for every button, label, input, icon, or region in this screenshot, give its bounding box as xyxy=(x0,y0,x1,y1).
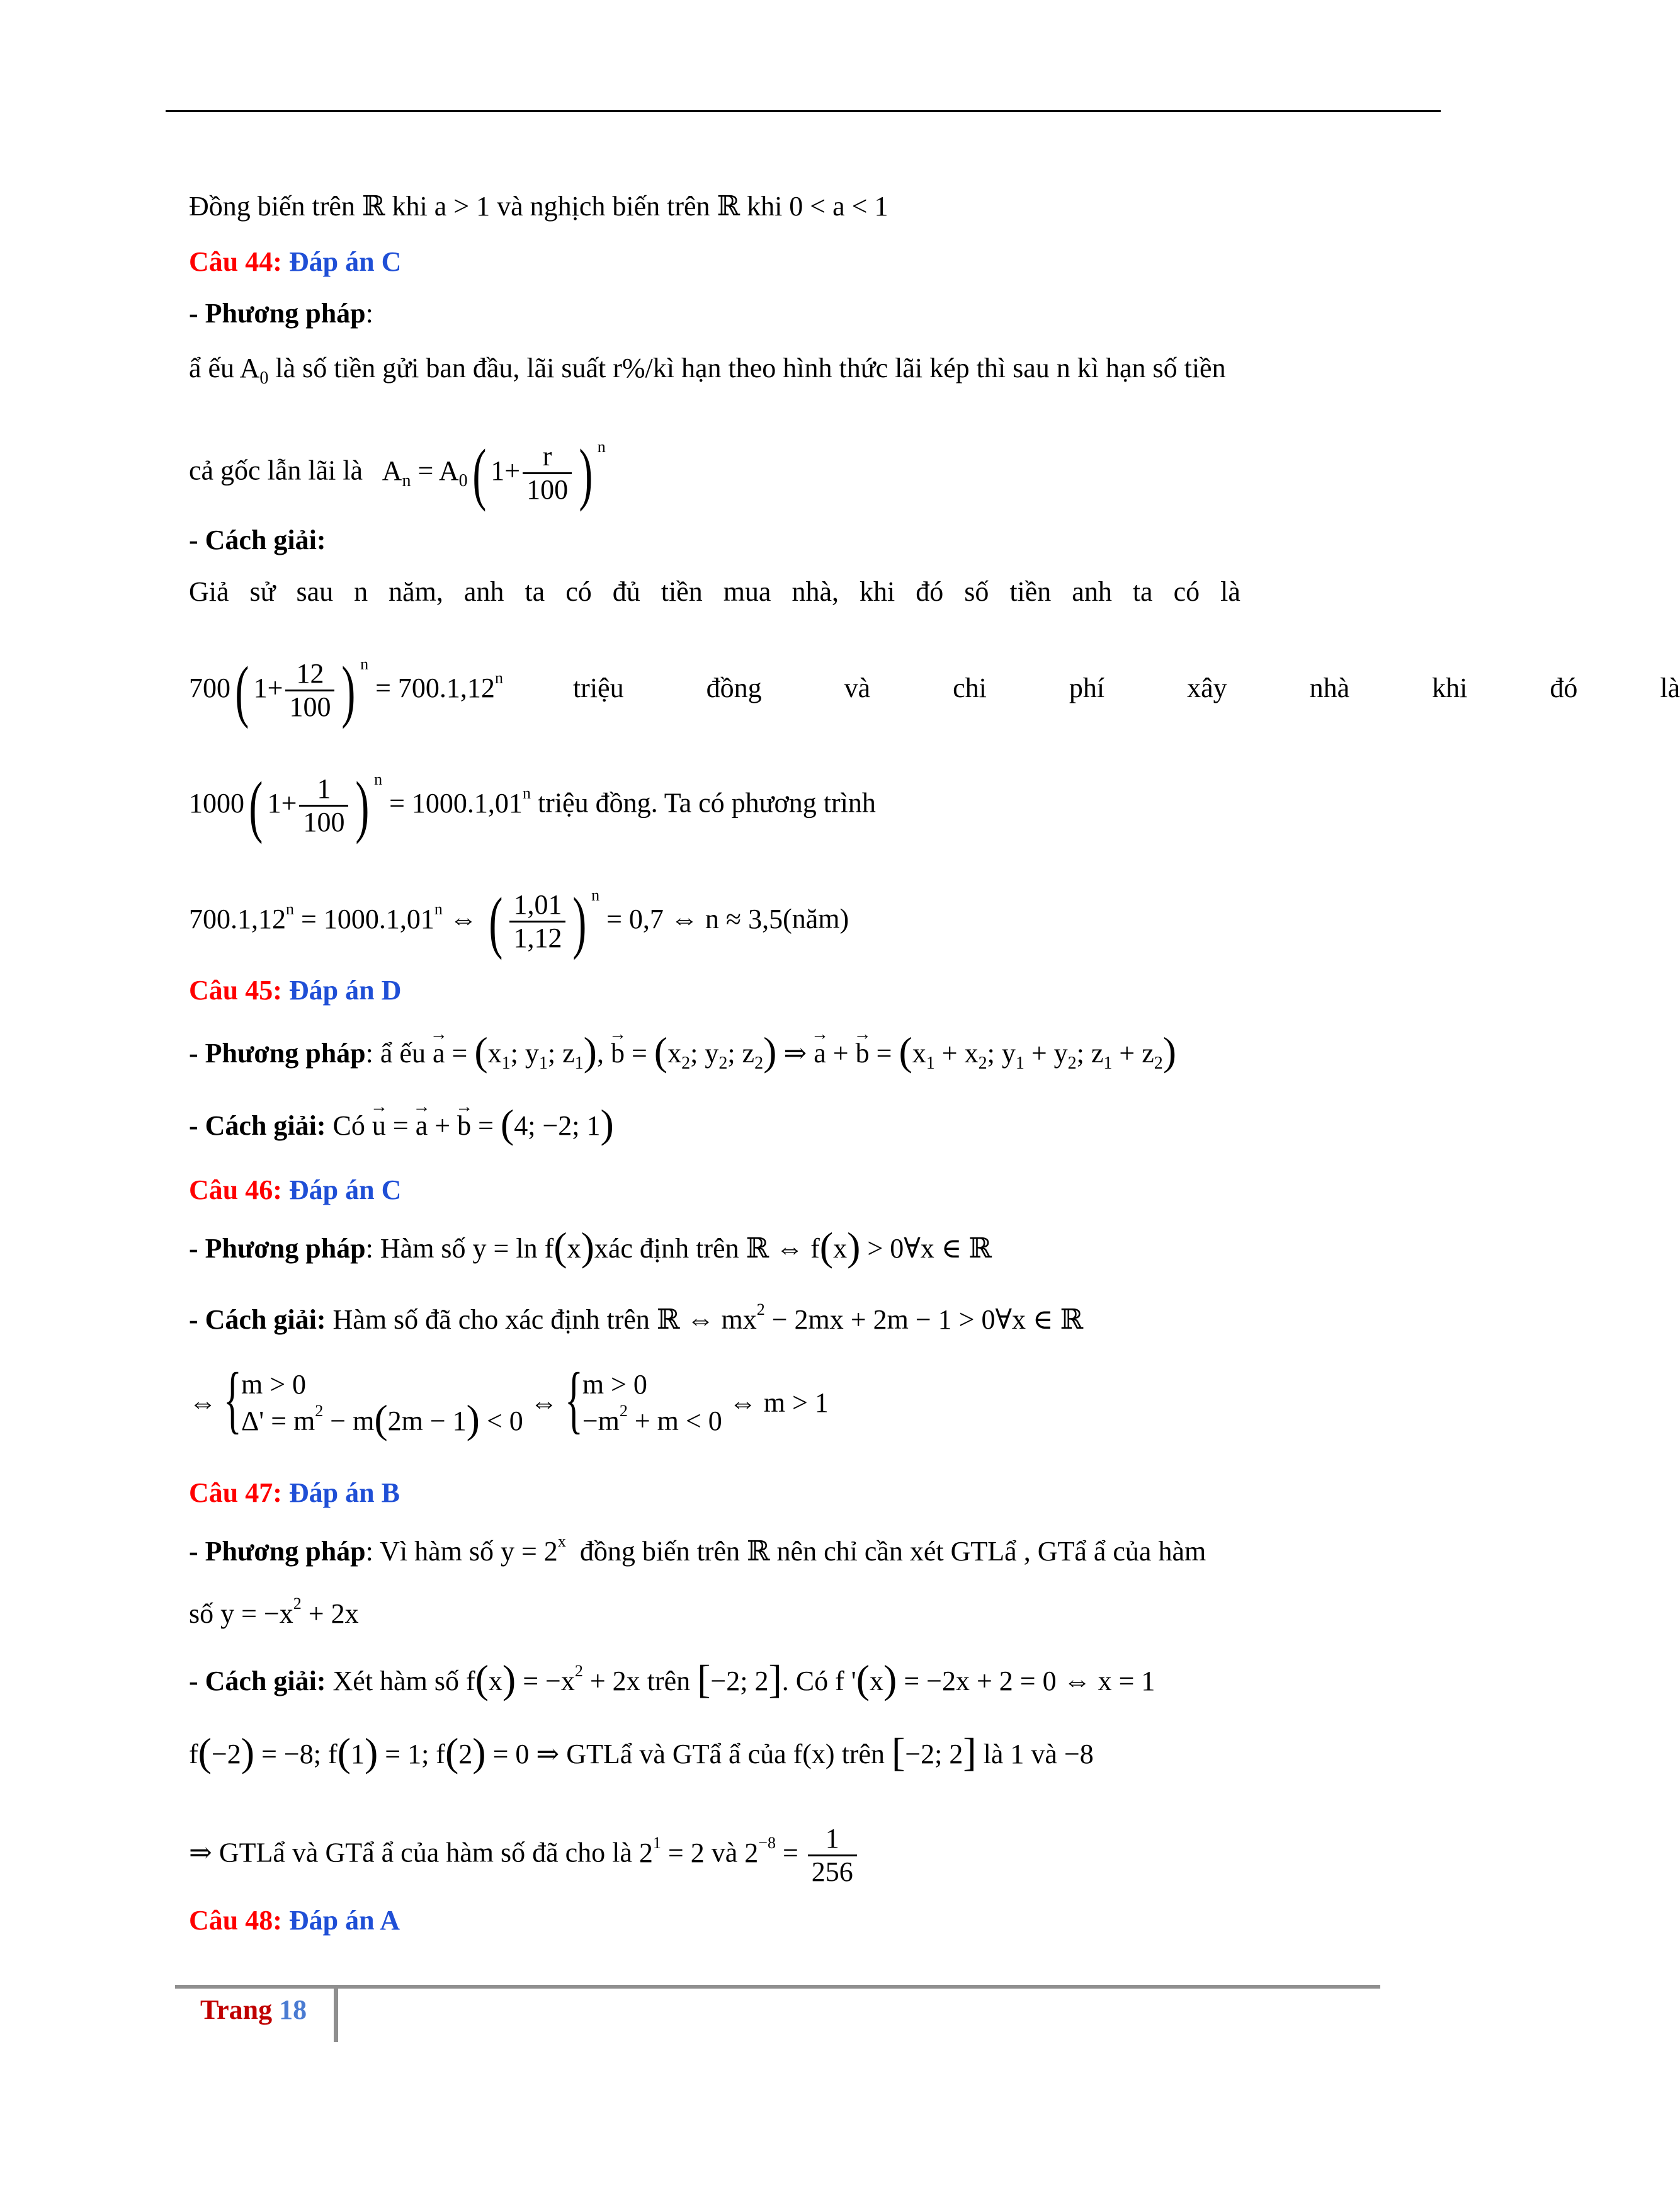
equation-solution: $700.1,12^n = 1000.1,01^n$ ⇔ ( $\frac{1,01}{1,12}$ ) $^n$ = 0,7 ⇔ n ≈ 3,5 xyxy=(189,883,783,960)
q46-system: ⇔ { m > 0 $\Delta' = m^2 - m(2m - 1) < 0$ ⇔ { m > 0 $-m^2 + m < 0$ ⇔ m > 1 xyxy=(189,1357,829,1441)
q44-method-label: - Phương pháp: xyxy=(189,298,373,329)
q47-answer: Đáp án B xyxy=(288,1477,400,1508)
intro-line: Đồng biến trên ℝ khi a > 1 và nghịch biến trên ℝ khi 0 < a < 1 xyxy=(189,191,888,222)
q47-number: Câu 47: xyxy=(189,1477,282,1508)
q46-solution: - Cách giải: Hàm số đã cho xác định trên ℝ ⇔ $mx^2 - 2mx + 2m - 1$ > 0∀x ∈ ℝ xyxy=(189,1300,1084,1335)
footer-rule xyxy=(175,1985,1380,1989)
q47-solution-line3: ⇒ GTLẩ và GTẩ ẩ của hàm số đã cho là $2^1 = 2$ và $2^{-8}$ = $\frac{1}{256}$ xyxy=(189,1823,860,1888)
q48-heading xyxy=(189,1903,400,1938)
q47-method-line2: số $y = -x^2 + 2x$ xyxy=(189,1594,359,1629)
q46-system-1: { m > 0 $\Delta' = m^2 - m(2m - 1) < 0$ xyxy=(224,1357,523,1441)
q44-formula-line: cả gốc lẫn lãi là $A_n = A_0$( 1+ $\frac{r}{100}$ ) $^n$ xyxy=(189,434,606,512)
q48-answer: Đáp án A xyxy=(288,1905,400,1936)
q46-method: - Phương pháp: Hàm số y = ln f(x)xác định trên ℝ ⇔ f(x) > 0∀x ∈ ℝ xyxy=(189,1224,992,1269)
cost-formula: 1000( 1+ $\frac{1}{100}$ ) $^n = 1000.1,01^n$ xyxy=(189,767,531,844)
page-number: 18 xyxy=(279,1994,307,2025)
q44-solution-line2: 700( 1+ $\frac{12}{100}$ ) $^n = 700.1,12^n$ triệu đồng và chi phí xây nhà khi đó là xyxy=(189,652,1680,729)
page-footer xyxy=(200,1994,307,2026)
q44-solution-label: - Cách giải: xyxy=(189,525,326,555)
vector-sum-formula: → $a = (x_1$; $y_1$; $z_1$), → $b = (x_2$; $y_2$; $z_2$) ⇒ → a + → $b = (x_1 + x_2$; $y_1 + y_2$; $z_1 + z_2$) xyxy=(433,1038,1176,1069)
q44-answer: Đáp án C xyxy=(288,246,402,277)
q45-answer: Đáp án D xyxy=(288,975,402,1006)
q47-solution-line2: f(−2) = −8; f(1) = 1; f(2) = 0 ⇒ GTLẩ và GTẩ ẩ của f(x) trên [−2; 2] là 1 và −8 xyxy=(189,1730,1094,1775)
q46-answer: Đáp án C xyxy=(288,1174,402,1205)
q44-number: Câu 44: xyxy=(189,246,282,277)
q46-system-2: { m > 0 $-m^2 + m < 0$ xyxy=(564,1357,722,1441)
q48-number: Câu 48: xyxy=(189,1905,282,1936)
q45-heading xyxy=(189,973,401,1008)
q45-method: - Phương pháp: ẩ ếu → $a = (x_1$; $y_1$; $z_1$), → $b = (x_2$; $y_2$; $z_2$) ⇒ → a + → $b = (x_1 + x_2$; $y_1 + y_2$; $z_1 + z_2$) xyxy=(189,1036,1176,1071)
vector-u-result: → u = → a + → b = (4; −2; 1) xyxy=(372,1110,614,1141)
q44-solution-line3: 1000( 1+ $\frac{1}{100}$ ) $^n = 1000.1,01^n$ triệu đồng. Ta có phương trình xyxy=(189,767,876,844)
header-rule xyxy=(166,110,1441,112)
q44-solution-line4: $700.1,12^n = 1000.1,01^n$ ⇔ ( $\frac{1,01}{1,12}$ ) $^n$ = 0,7 ⇔ n ≈ 3,5(năm) xyxy=(189,883,849,960)
q47-method-line1: - Phương pháp: Vì hàm số $y = 2^x$ đồng biến trên ℝ nên chỉ cần xét GTLẩ , GTẩ ẩ của hàm xyxy=(189,1532,1206,1567)
savings-formula: 700( 1+ $\frac{12}{100}$ ) $^n = 700.1,12^n$ xyxy=(189,652,503,729)
footer-divider xyxy=(334,1987,338,2042)
q46-number: Câu 46: xyxy=(189,1174,282,1205)
q46-heading xyxy=(189,1173,401,1208)
q44-solution-line1: Giả sử sau n năm, anh ta có đủ tiền mua nhà, khi đó số tiền anh ta có là xyxy=(189,576,1240,607)
q44-heading xyxy=(189,244,401,280)
q47-solution-line1: - Cách giải: Xét hàm số $f(x) = -x^2 + 2x$ trên [−2; 2]. Có f '(x) = −2x + 2 = 0 ⇔ x = 1 xyxy=(189,1657,1155,1701)
footer-label: Trang xyxy=(200,1994,273,2025)
q47-heading xyxy=(189,1475,400,1511)
q45-solution: - Cách giải: Có → u = → a + → b = (4; −2; 1) xyxy=(189,1108,614,1144)
q45-number: Câu 45: xyxy=(189,975,282,1006)
compound-interest-formula: $A_n = A_0$( 1+ $\frac{r}{100}$ ) $^n$ xyxy=(370,434,606,512)
q44-method-text: ẩ ếu $A_0$ là số tiền gửi ban đầu, lãi suất r%/kì hạn theo hình thức lãi kép thì sau n kì hạn số tiền xyxy=(189,353,1226,388)
